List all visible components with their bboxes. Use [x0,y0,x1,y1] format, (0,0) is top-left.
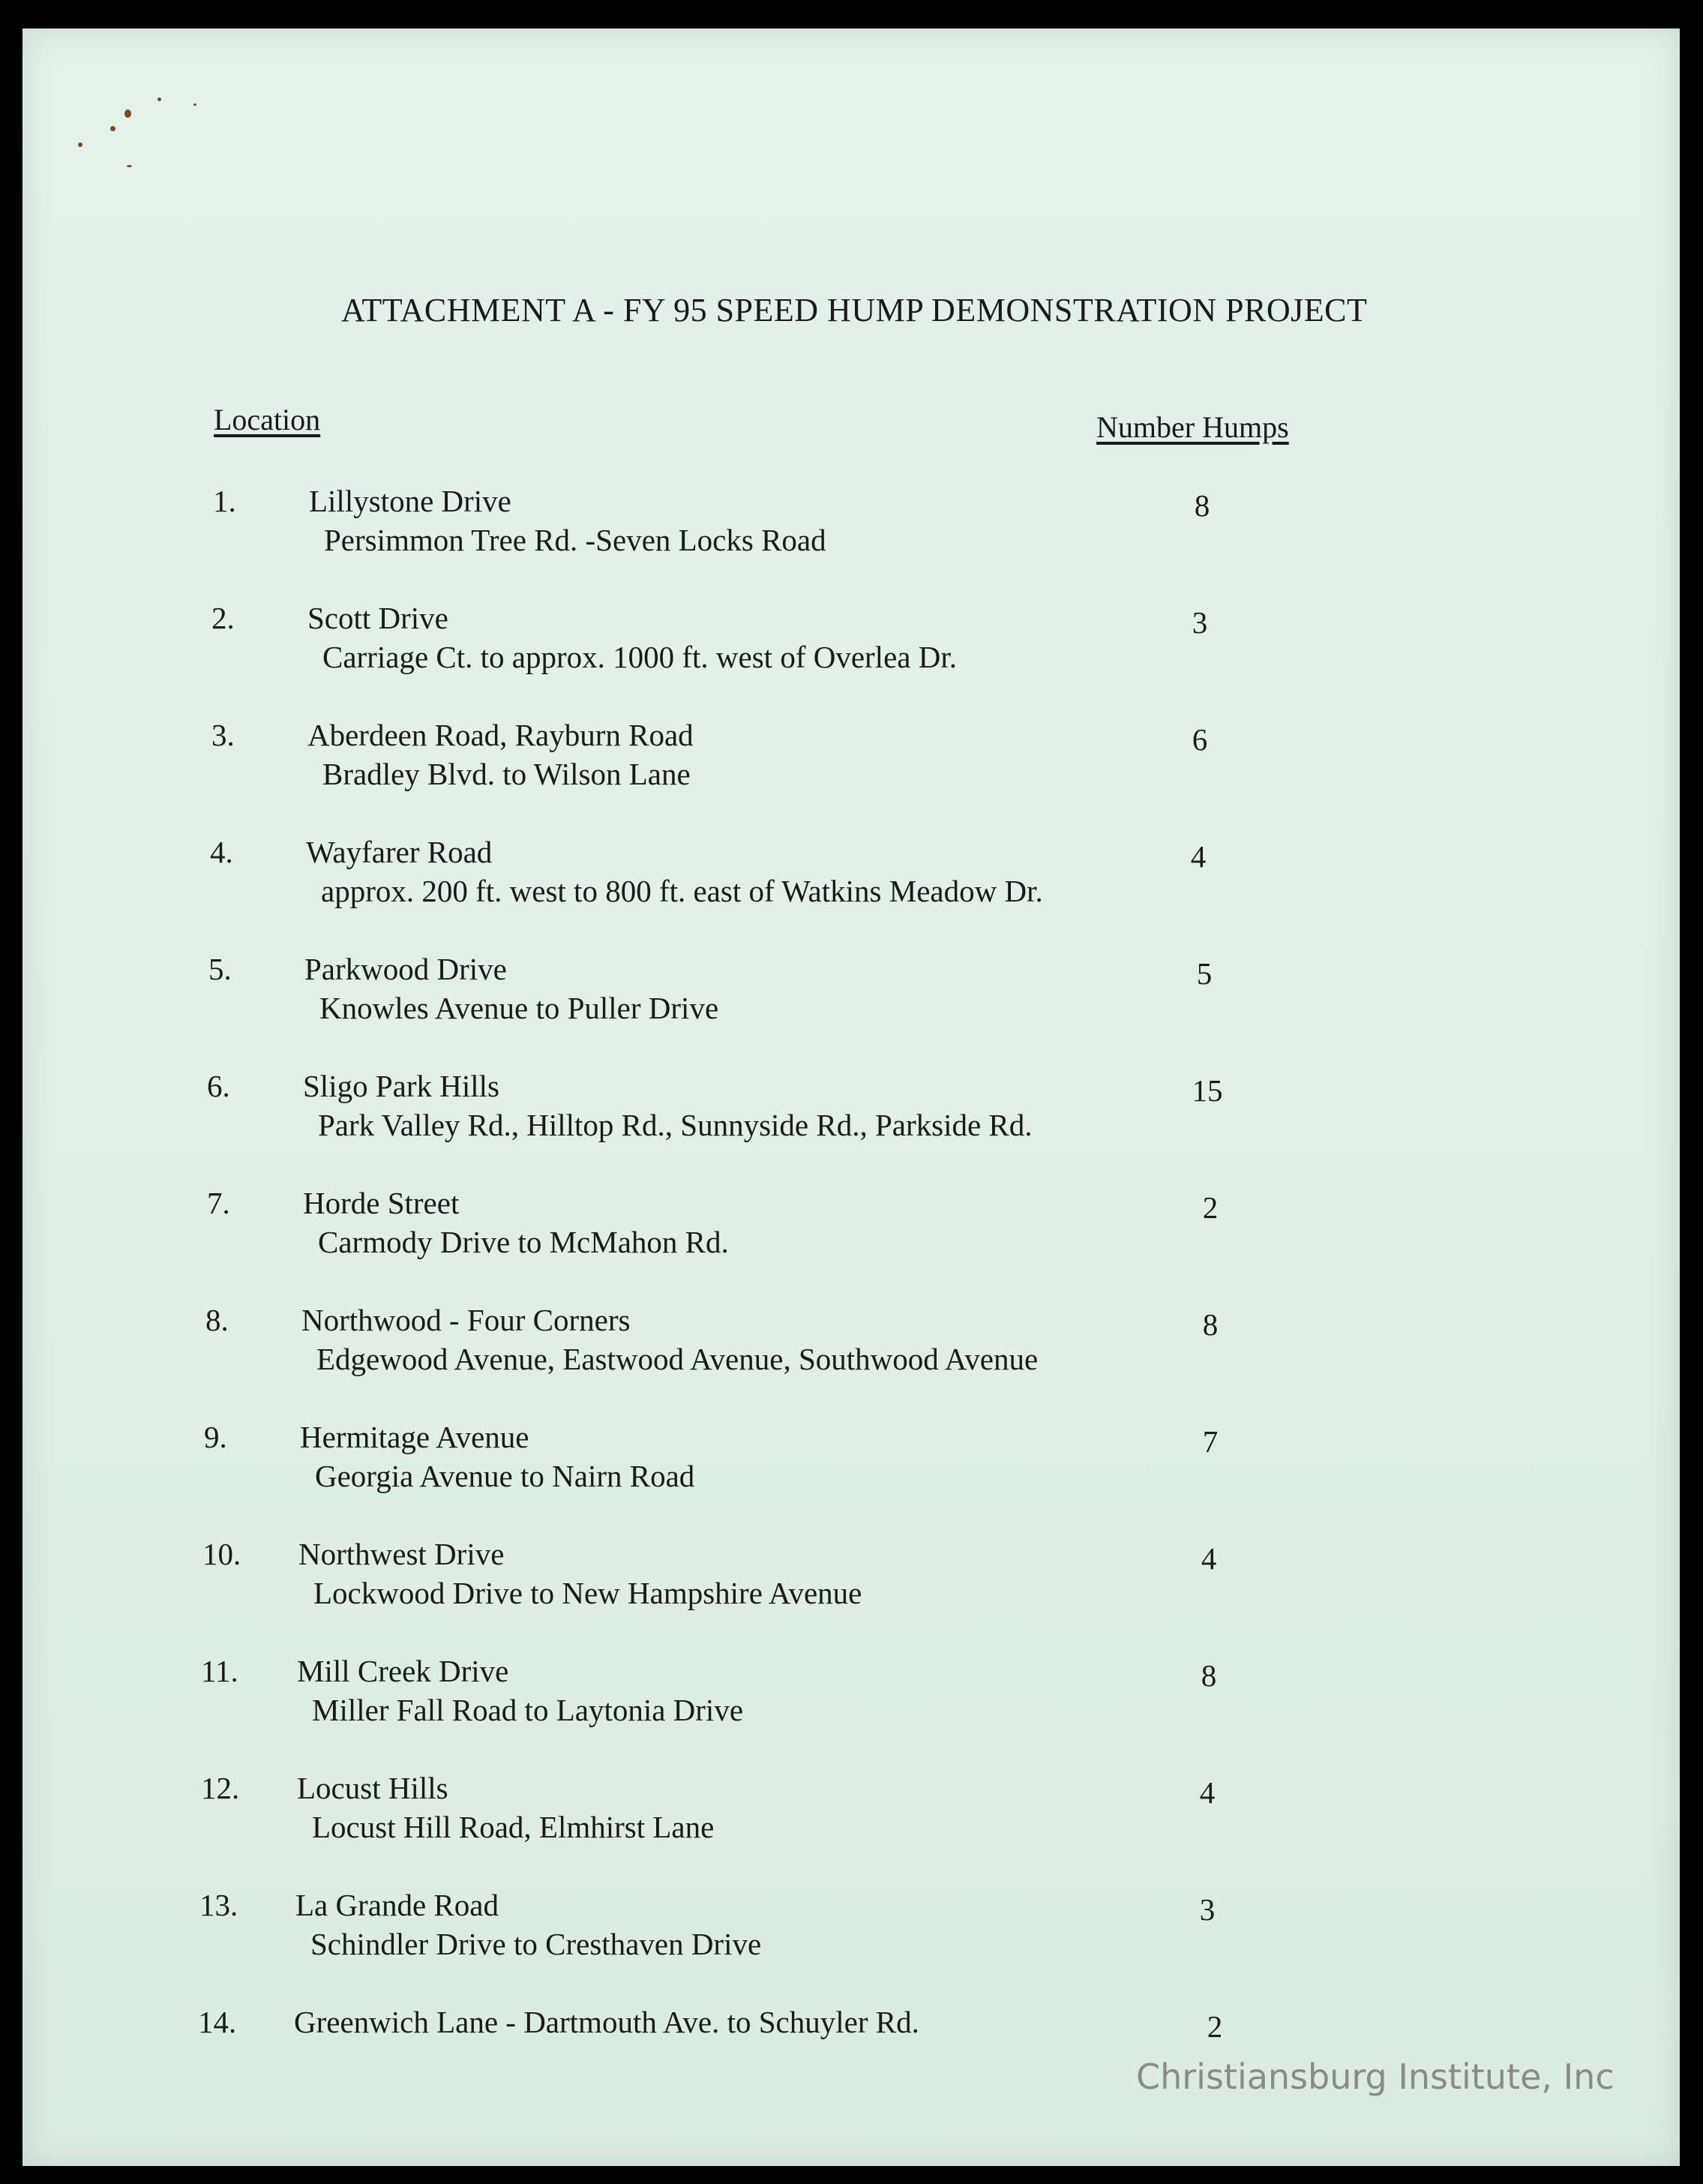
location-extent: Lockwood Drive to New Hampshire Avenue [313,1576,862,1610]
location-extent: Bradley Blvd. to Wilson Lane [322,757,691,791]
location-extent: Miller Fall Road to Laytonia Drive [312,1693,744,1727]
row-number: 5. [208,952,232,986]
watermark: Christiansburg Institute, Inc [1136,2056,1615,2097]
location-extent: Park Valley Rd., Hilltop Rd., Sunnyside Rd., Parkside Rd. [318,1108,1033,1142]
row-number: 9. [204,1420,227,1454]
location-row [0,1419,1703,1509]
location-row [0,1536,1703,1626]
number-humps-column-header: Number Humps [1096,410,1289,444]
location-row [0,717,1703,807]
location-row [0,1068,1703,1158]
location-extent: Schindler Drive to Cresthaven Drive [310,1927,762,1961]
location-extent: Knowles Avenue to Puller Drive [319,991,719,1025]
location-name: Aberdeen Road, Rayburn Road [307,718,694,752]
hump-count: 7 [1202,1424,1219,1459]
location-name: Wayfarer Road [306,835,493,869]
location-name: La Grande Road [295,1888,499,1922]
location-name: Sligo Park Hills [303,1069,499,1103]
location-name: Mill Creek Drive [297,1654,509,1688]
hump-count: 5 [1196,956,1213,991]
location-name: Lillystone Drive [309,484,511,518]
hump-count: 4 [1199,1775,1216,1810]
location-row [0,951,1703,1041]
location-extent: Georgia Avenue to Nairn Road [315,1459,695,1493]
row-number: 8. [205,1303,229,1337]
location-name: Scott Drive [307,601,448,635]
hump-count: 8 [1194,488,1210,523]
hump-count: 3 [1199,1892,1216,1927]
location-row [0,1770,1703,1860]
location-name: Hermitage Avenue [300,1420,529,1454]
row-number: 2. [211,601,235,635]
row-number: 12. [201,1771,240,1805]
location-name: Greenwich Lane - Dartmouth Ave. to Schuyler Rd. [294,2005,919,2039]
hump-count: 4 [1190,839,1207,874]
location-row [0,483,1703,573]
row-number: 13. [199,1888,238,1922]
hump-count: 2 [1202,1190,1219,1225]
hump-count: 2 [1207,2009,1223,2044]
location-extent: Locust Hill Road, Elmhirst Lane [312,1810,715,1844]
row-number: 14. [198,2005,237,2039]
location-name: Parkwood Drive [304,952,507,986]
hump-count: 15 [1192,1073,1223,1108]
row-number: 3. [211,718,235,752]
location-name: Northwest Drive [298,1537,505,1571]
location-name: Locust Hills [297,1771,448,1805]
row-number: 4. [210,835,233,869]
row-number: 11. [201,1654,238,1688]
hump-count: 4 [1201,1541,1217,1576]
location-row [0,834,1703,924]
location-row [0,1302,1703,1392]
location-extent: Carmody Drive to McMahon Rd. [318,1225,729,1259]
row-number: 10. [202,1537,241,1571]
hump-count: 3 [1192,605,1208,640]
hump-count: 8 [1202,1307,1219,1342]
location-row [0,600,1703,690]
row-number: 7. [207,1186,230,1220]
location-row [0,1887,1703,1977]
location-extent: approx. 200 ft. west to 800 ft. east of Watkins Meadow Dr. [321,874,1043,908]
row-number: 1. [213,484,236,518]
location-name: Horde Street [303,1186,460,1220]
hump-count: 6 [1192,722,1208,757]
location-name: Northwood - Four Corners [301,1303,631,1337]
location-row [0,1185,1703,1275]
hump-count: 8 [1201,1658,1217,1693]
location-row [0,1653,1703,1743]
location-extent: Edgewood Avenue, Eastwood Avenue, Southwood Avenue [316,1342,1039,1376]
row-number: 6. [207,1069,230,1103]
location-column-header: Location [214,403,321,436]
location-extent: Carriage Ct. to approx. 1000 ft. west of Overlea Dr. [322,640,957,674]
location-extent: Persimmon Tree Rd. -Seven Locks Road [324,523,826,557]
document-title: ATTACHMENT A - FY 95 SPEED HUMP DEMONSTRATION PROJECT [341,292,1368,328]
